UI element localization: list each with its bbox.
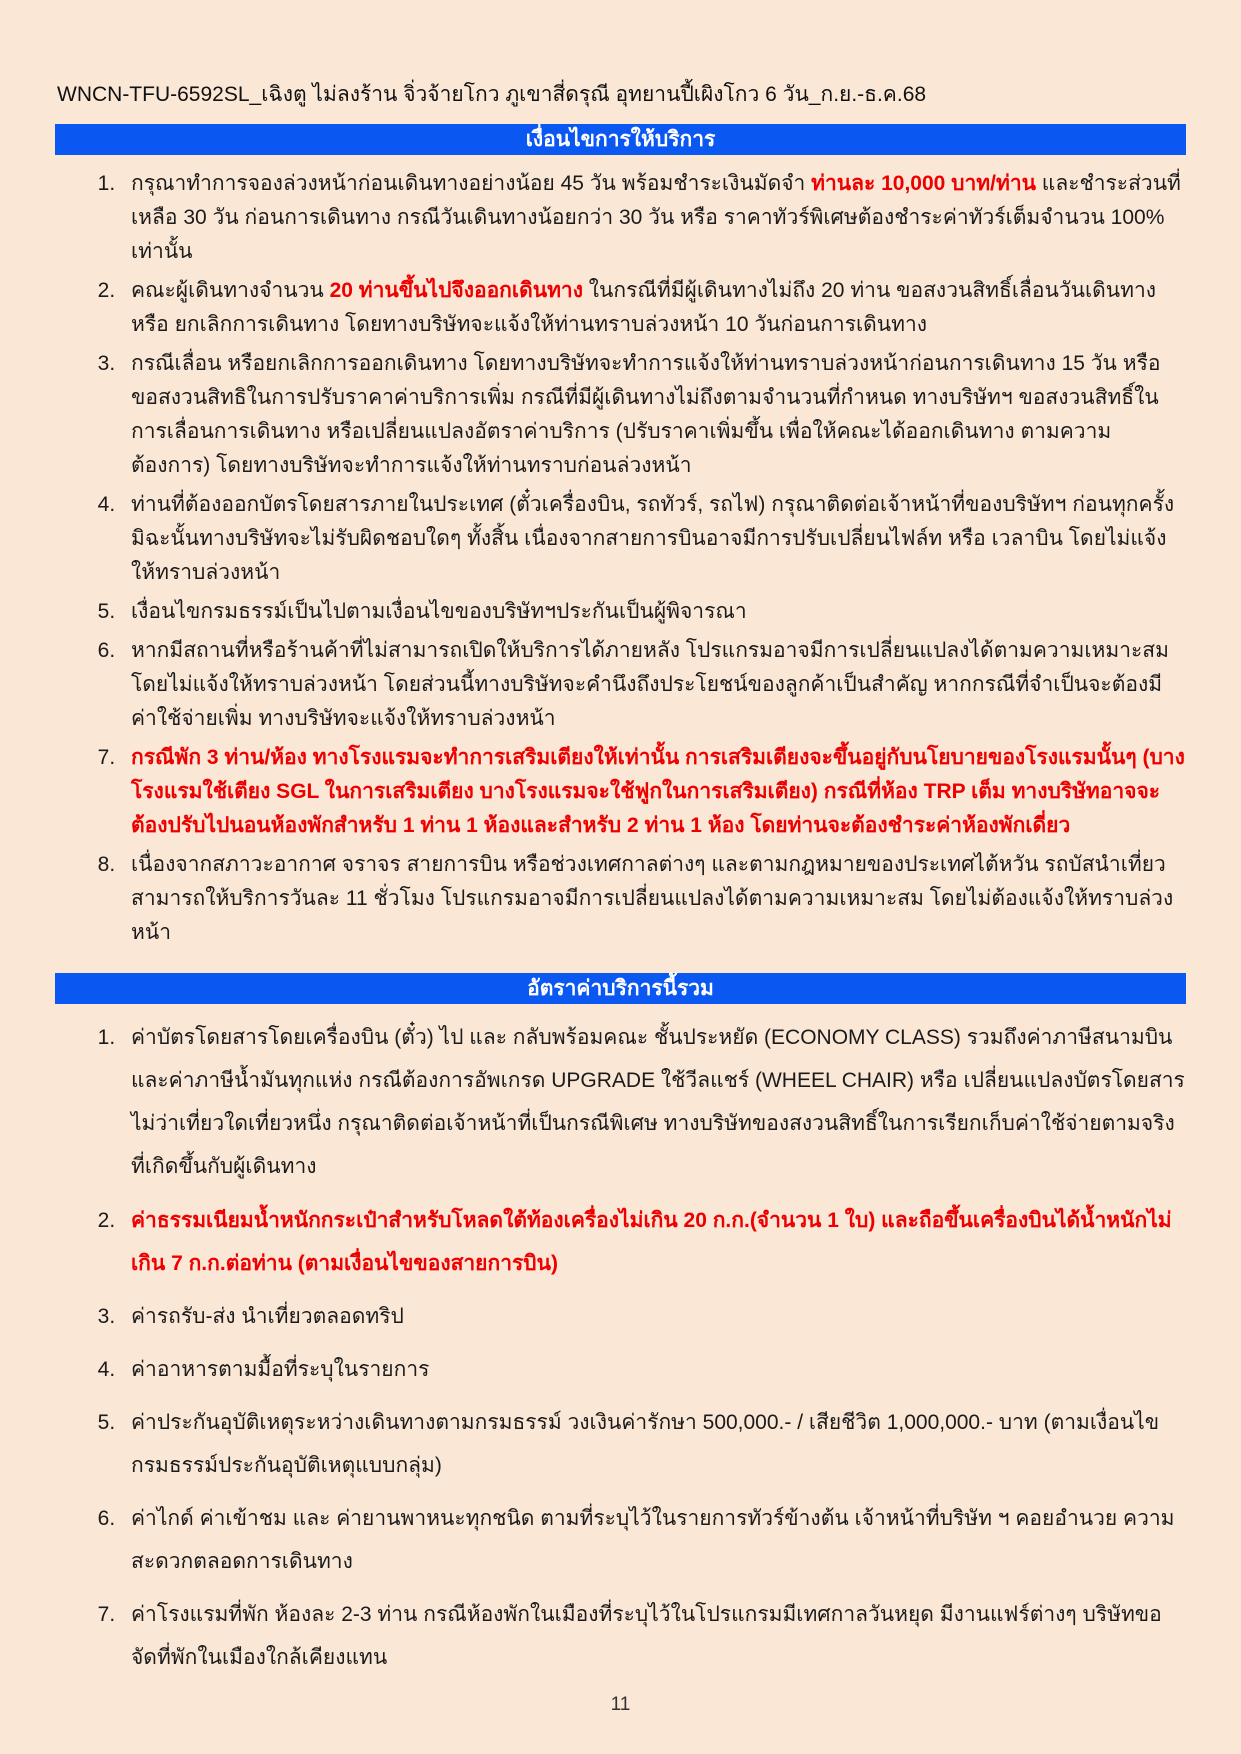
text-run: หากมีสถานที่หรือร้านค้าที่ไม่สามารถเปิดให้บริการได้ภายหลัง โปรแกรมอาจมีการเปลี่ยนแปลงได้ตามความเหมาะสม โดยไม่แจ้งให้ทราบล่วงหน้า โดยส่วนนี้ทางบริษัทจะคำนึงถึงประโยชน์ของลูกค้าเป็นสำคัญ หากกรณีที่จำเป็นจะต้องมีค่าใช้จ่ายเพิ่ม ทางบริษัทจะแจ้งให้ทราบล่วงหน้า (131, 639, 1169, 731)
text-run: กรณีพัก 3 ท่าน/ห้อง ทางโรงแรมจะทำการเสริมเตียงให้เท่านั้น การเสริมเตียงจะขึ้นอยู่กับนโยบายของโรงแรมนั้นๆ (บางโรงแรมใช้เตียง SGL ในการเสริมเตียง บางโรงแรมจะใช้ฟูกในการเสริมเตียง) กรณีที่ห้อง TRP เต็ม ทางบริษัทอาจจะต้องปรับไปนอนห้องพักสำหรับ 1 ท่าน 1 ห้องและสำหรับ 2 ท่าน 1 ห้อง โดยท่านจะต้องชำระค่าห้องพักเดี่ยว (131, 746, 1185, 838)
list-item (121, 1295, 1186, 1338)
text-run: ค่ารถรับ-ส่ง นำเที่ยวตลอดทริป (131, 1304, 404, 1328)
text-run: ในกรณีที่มีผู้เดินทางไม่ถึง 20 ท่าน ขอสงวนสิทธิ์เลื่อนวันเดินทาง หรือ ยกเลิกการเดินทาง โดยทางบริษัทจะแจ้งให้ท่านทราบล่วงหน้า 10 วันก่อนการเดินทาง (131, 279, 1157, 337)
section-service-terms (55, 124, 1186, 963)
list-item (121, 634, 1186, 736)
text-run: เนื่องจากสภาวะอากาศ จราจร สายการบิน หรือช่วงเทศกาลต่างๆ และตามกฎหมายของประเทศไต้หวัน รถบัสนำเที่ยวสามารถให้บริการวันละ 11 ชั่วโมง โปรแกรมอาจมีการเปลี่ยนแปลงได้ตามความเหมาะสม โดยไม่ต้องแจ้งให้ทราบล่วงหน้า (131, 853, 1174, 945)
text-run: ค่าประกันอุบัติเหตุระหว่างเดินทางตามกรมธรรม์ วงเงินค่ารักษา 500,000.- / เสียชีวิต 1,000,000.- บาท (ตามเงื่อนไขกรมธรรม์ประกันอุบัติเหตุแบบกลุ่ม) (131, 1410, 1160, 1477)
text-run: เงื่อนไขกรมธรรม์เป็นไปตามเงื่อนไขของบริษัทฯประกันเป็นผู้พิจารณา (131, 600, 747, 624)
list-item (121, 1348, 1186, 1391)
list-item (121, 274, 1186, 342)
list-item (121, 1593, 1186, 1679)
section-banner-rate-includes: อัตราค่าบริการนี้รวม (55, 973, 1186, 1004)
list-item (121, 848, 1186, 950)
list-item (121, 347, 1186, 483)
list-item (121, 741, 1186, 843)
list-item (121, 488, 1186, 590)
text-run: กรุณาทำการจองล่วงหน้าก่อนเดินทางอย่างน้อย 45 วัน พร้อมชำระเงินมัดจำ (131, 172, 812, 195)
text-run: และชำระส่วนที่เหลือ 30 วัน ก่อนการเดินทาง กรณีวันเดินทางน้อยกว่า 30 วัน หรือ ราคาทัวร์พิเศษต้องชำระค่าทัวร์เต็มจำนวน 100% เท่านั้น (131, 172, 1181, 264)
text-run: ท่านละ 10,000 บาท/ท่าน (811, 172, 1036, 195)
list-item (121, 1199, 1186, 1285)
document-title: WNCN-TFU-6592SL_เฉิงตู ไม่ลงร้าน จิ่วจ้ายโกว ภูเขาสี่ดรุณี อุทยานปี้เผิงโกว 6 วัน_ก.ย.-ธ.ค.68 (57, 83, 927, 106)
text-run: ค่าโรงแรมที่พัก ห้องละ 2-3 ท่าน กรณีห้องพักในเมืองที่ระบุไว้ในโปรแกรมมีเทศกาลวันหยุด มีงานแฟร์ต่างๆ บริษัทขอจัดที่พักในเมืองใกล้เคียงแทน (131, 1602, 1162, 1669)
list-item (121, 1016, 1186, 1188)
list-item (121, 167, 1186, 269)
section-rate-includes (55, 973, 1186, 1697)
text-run: คณะผู้เดินทางจำนวน (131, 279, 330, 303)
list-item (121, 595, 1186, 629)
text-run: ท่านที่ต้องออกบัตรโดยสารภายในประเทศ (ตั๋วเครื่องบิน, รถทัวร์, รถไฟ) กรุณาติดต่อเจ้าหน้าที่ของบริษัทฯ ก่อนทุกครั้ง มิฉะนั้นทางบริษัทจะไม่รับผิดชอบใดๆ ทั้งสิ้น เนื่องจากสายการบินอาจมีการปรับเปลี่ยนไฟล์ท หรือ เวลาบิน โดยไม่แจ้งให้ทราบล่วงหน้า (131, 493, 1175, 585)
text-run: 20 ท่านขึ้นไปจึงออกเดินทาง (329, 279, 583, 303)
text-run: ค่าไกด์ ค่าเข้าชม และ ค่ายานพาหนะทุกชนิด ตามที่ระบุไว้ในรายการทัวร์ข้างต้น เจ้าหน้าที่บริษัท ฯ คอยอำนวย ความสะดวกตลอดการเดินทาง (131, 1506, 1175, 1573)
service-terms-list (55, 161, 1186, 963)
section-banner-service-terms: เงื่อนไขการให้บริการ (55, 124, 1186, 155)
text-run: กรณีเลื่อน หรือยกเลิกการออกเดินทาง โดยทางบริษัทจะทำการแจ้งให้ท่านทราบล่วงหน้าก่อนการเดินทาง 15 วัน หรือขอสงวนสิทธิในการปรับราคาค่าบริการเพิ่ม กรณีที่มีผู้เดินทางไม่ถึงตามจำนวนที่กำหนด ทางบริษัทฯ ขอสงวนสิทธิ์ในการเลื่อนการเดินทาง หรือเปลี่ยนแปลงอัตราค่าบริการ (ปรับราคาเพิ่มขึ้น เพื่อให้คณะได้ออกเดินทาง ตามความต้องการ) โดยทางบริษัทจะทำการแจ้งให้ท่านทราบก่อนล่วงหน้า (131, 352, 1161, 478)
rate-includes-list (55, 1010, 1186, 1697)
list-item (121, 1497, 1186, 1583)
text-run: ค่าบัตรโดยสารโดยเครื่องบิน (ตั๋ว) ไป และ กลับพร้อมคณะ ชั้นประหยัด (ECONOMY CLASS) รวมถึงค่าภาษีสนามบินและค่าภาษีน้ำมันทุกแห่ง กรณีต้องการอัพเกรด UPGRADE ใช้วีลแชร์ (WHEEL CHAIR) หรือ เปลี่ยนแปลงบัตรโดยสาร ไม่ว่าเที่ยวใดเที่ยวหนึ่ง กรุณาติดต่อเจ้าหน้าที่เป็นกรณีพิเศษ ทางบริษัทของสงวนสิทธิ์ในการเรียกเก็บค่าใช้จ่ายตามจริงที่เกิดขึ้นกับผู้เดินทาง (131, 1026, 1185, 1179)
text-run: ค่าอาหารตามมื้อที่ระบุในรายการ (131, 1357, 430, 1381)
page-number: 11 (610, 1694, 631, 1715)
text-run: ค่าธรรมเนียมน้ำหนักกระเป๋าสำหรับโหลดใต้ท้องเครื่องไม่เกิน 20 ก.ก.(จำนวน 1 ใบ) และถือขึ้นเครื่องบินได้น้ำหนักไม่เกิน 7 ก.ก.ต่อท่าน (ตามเงื่อนไขของสายการบิน) (131, 1208, 1172, 1275)
list-item (121, 1401, 1186, 1487)
